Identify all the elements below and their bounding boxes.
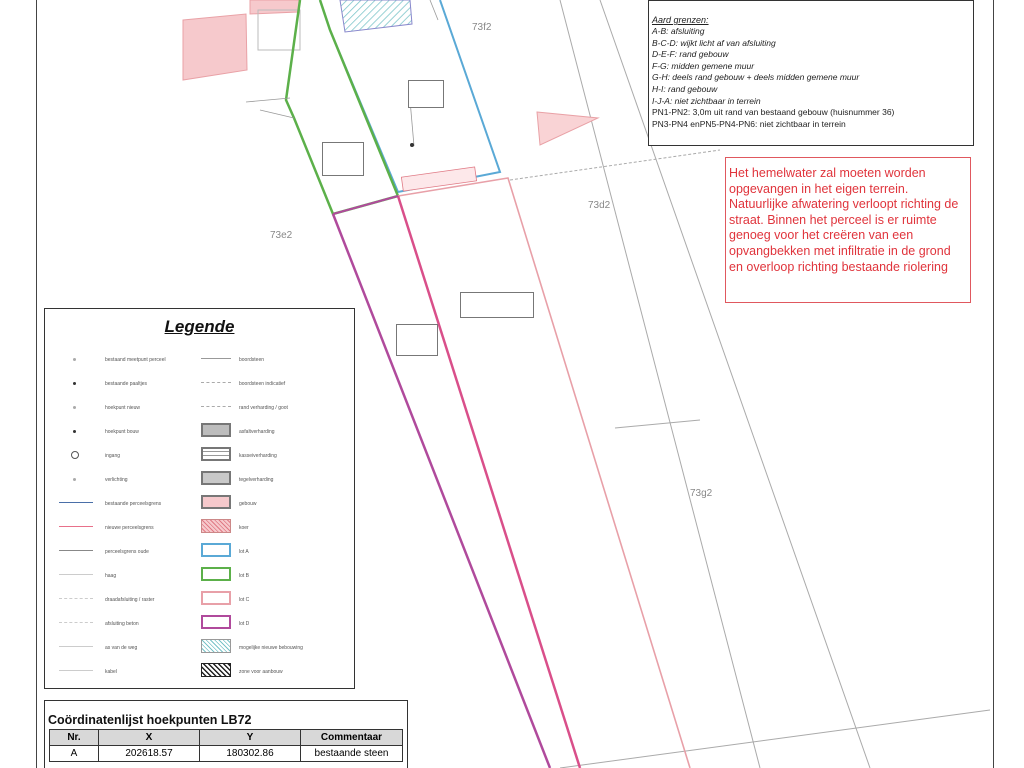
- table-cell: 180302.86: [200, 746, 301, 762]
- legend-symbol: [59, 646, 93, 647]
- legend-label: mogelijke nieuwe bebouwing: [239, 645, 303, 651]
- legend-label: zone voor aanbouw: [239, 669, 283, 675]
- legend-item: [201, 591, 351, 609]
- legend-label: lot B: [239, 573, 250, 579]
- legend-item: [59, 399, 199, 417]
- table-cell: A: [50, 746, 99, 762]
- legend-symbol: [201, 423, 231, 437]
- boundary-line: H-I: rand gebouw: [652, 83, 718, 94]
- boundary-line: G-H: deels rand gebouw + deels midden gemene muur: [652, 72, 860, 83]
- legend-label: haag: [105, 573, 117, 579]
- legend-label: lot D: [239, 621, 250, 627]
- legend-label: tegelverharding: [239, 477, 274, 483]
- legend-label: hoekpunt nieuw: [105, 405, 141, 411]
- legend-symbol: [59, 598, 93, 599]
- boundary-line: PN3-PN4 enPN5-PN4-PN6: niet zichtbaar in terrein: [652, 118, 846, 129]
- parcel-label-73e2: 73e2: [270, 230, 293, 241]
- table-row: [50, 746, 403, 762]
- boundary-line: F-G: midden gemene muur: [652, 60, 755, 71]
- legend-item: [59, 615, 199, 633]
- legend-symbol: [201, 447, 231, 461]
- legend-label: afsluiting beton: [105, 621, 139, 627]
- legend-label: lot A: [239, 549, 249, 555]
- legend-label: lot C: [239, 597, 250, 603]
- boundary-line: A-B: afsluiting: [652, 26, 705, 36]
- legend-symbol: [201, 519, 231, 533]
- boundary-line: PN1-PN2: 3,0m uit rand van bestaand gebouw (huisnummer 36): [652, 107, 895, 118]
- legend-symbol: [59, 622, 93, 623]
- legend-item: [59, 543, 199, 561]
- legend-symbol: [201, 382, 231, 383]
- legend-item: [59, 375, 199, 393]
- legend-label: as van de weg: [105, 645, 138, 651]
- legend-item: [59, 591, 199, 609]
- legend-item: [201, 639, 351, 657]
- legend-title: Legende: [164, 317, 235, 336]
- table-cell: bestaande steen: [301, 746, 403, 762]
- rainwater-note: Het hemelwater zal moeten worden opgevangen in het eigen terrein. Natuurlijke afwatering verloopt richting de straat. Binnen het perceel is er ruimte genoeg voor het creëren van een opvangbekken met infiltratie in de grond en overloop richting bestaande riolering: [725, 157, 971, 303]
- legend-symbol: [201, 591, 231, 605]
- lot-b-annotation: [322, 142, 364, 176]
- legend-label: verlichting: [105, 477, 128, 483]
- legend-item: [201, 351, 351, 369]
- legend-item: [201, 423, 351, 441]
- legend-symbol: [59, 550, 93, 551]
- legend-item: [201, 495, 351, 513]
- lot-a-annotation: [408, 80, 444, 108]
- column-header: X: [99, 730, 200, 746]
- legend-symbol: [201, 471, 231, 485]
- legend-symbol: [201, 615, 231, 629]
- legend-item: [59, 423, 199, 441]
- legend-item: [201, 543, 351, 561]
- legend-symbol: [201, 358, 231, 359]
- column-header: Nr.: [50, 730, 99, 746]
- legend-symbol: [201, 567, 231, 581]
- boundary-line: B-C-D: wijkt licht af van afsluiting: [652, 37, 776, 48]
- legend-label: bestaande perceelsgrens: [105, 501, 162, 507]
- legend-label: bestaand meetpunt perceel: [105, 357, 166, 363]
- legend-symbol: [201, 663, 231, 677]
- legend-item: [201, 399, 351, 417]
- parcel-label-73d2: 73d2: [588, 200, 611, 211]
- legend-item: [59, 495, 199, 513]
- legend-item: [59, 351, 199, 369]
- legend-symbol: [59, 502, 93, 503]
- coordinate-table: [49, 729, 403, 762]
- boundary-line: I-J-A: niet zichtbaar in terrein: [652, 95, 761, 106]
- legend-label: kabel: [105, 669, 117, 675]
- legend-label: gebouw: [239, 501, 257, 507]
- legend-label: rand verharding / goot: [239, 405, 288, 411]
- legend-label: hoekpunt bouw: [105, 429, 139, 435]
- boundary-line: D-E-F: rand gebouw: [652, 49, 729, 60]
- legend-symbol: [59, 670, 93, 671]
- table-cell: 202618.57: [99, 746, 200, 762]
- legend: [44, 308, 355, 689]
- boundary-types-box: [648, 0, 974, 146]
- column-header: Y: [200, 730, 301, 746]
- legend-label: koer: [239, 525, 249, 531]
- lot-c-annotation: [460, 292, 534, 318]
- parcel-label-73g2: 73g2: [690, 488, 713, 499]
- legend-item: [201, 615, 351, 633]
- legend-symbol: [73, 358, 76, 361]
- legend-item: [59, 567, 199, 585]
- coordinate-list-title: Coördinatenlijst hoekpunten LB72: [48, 713, 252, 727]
- legend-symbol: [59, 526, 93, 527]
- legend-item: [59, 639, 199, 657]
- legend-symbol: [73, 406, 76, 409]
- legend-symbol: [201, 543, 231, 557]
- column-header: Commentaar: [301, 730, 403, 746]
- legend-item: [201, 375, 351, 393]
- legend-symbol: [73, 382, 76, 385]
- legend-symbol: [71, 451, 79, 459]
- legend-item: [201, 471, 351, 489]
- coordinate-list: [44, 700, 408, 768]
- lot-d-annotation: [396, 324, 438, 356]
- legend-item: [201, 519, 351, 537]
- legend-symbol: [201, 639, 231, 653]
- legend-symbol: [201, 495, 231, 509]
- legend-item: [59, 519, 199, 537]
- legend-label: bestaande paaltjes: [105, 381, 147, 387]
- legend-label: kasseiverharding: [239, 453, 277, 459]
- legend-label: asfaltverharding: [239, 429, 275, 435]
- legend-item: [201, 663, 351, 681]
- boundary-types-title: Aard grenzen:: [652, 15, 709, 25]
- legend-item: [59, 663, 199, 681]
- legend-label: boordsteen indicatief: [239, 381, 286, 387]
- legend-label: boordsteen: [239, 357, 265, 363]
- legend-item: [201, 567, 351, 585]
- legend-label: nieuwe perceelsgrens: [105, 525, 154, 531]
- parcel-label-73f2: 73f2: [472, 22, 492, 33]
- legend-symbol: [59, 574, 93, 575]
- legend-label: draadafsluiting / raster: [105, 597, 155, 603]
- legend-item: [59, 471, 199, 489]
- legend-symbol: [201, 406, 231, 407]
- legend-item: [59, 447, 199, 465]
- legend-symbol: [73, 430, 76, 433]
- legend-item: [201, 447, 351, 465]
- legend-label: perceelsgrens oude: [105, 549, 149, 555]
- legend-label: ingang: [105, 453, 121, 459]
- legend-symbol: [73, 478, 76, 481]
